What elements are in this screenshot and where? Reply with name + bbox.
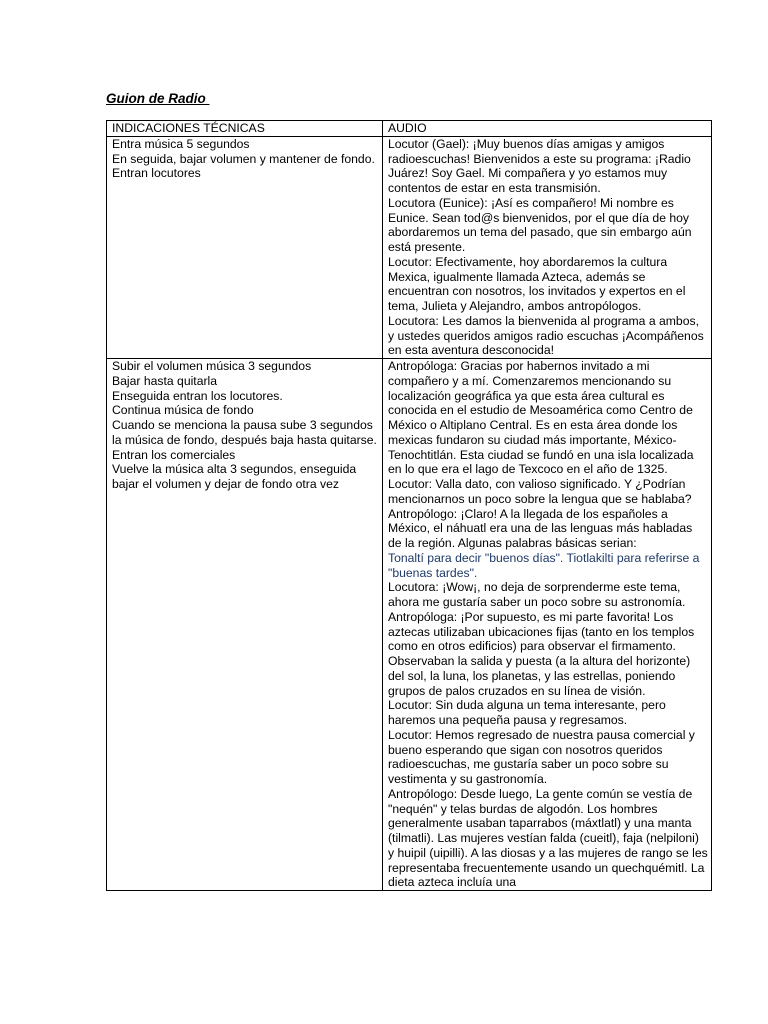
audio-line: Locutor: Hemos regresado de nuestra pausa comercial y bueno esperando que sigan con nosotros queridos radioescuchas, me gustaría saber un poco sobre su vestimenta y su gastronomía.	[388, 727, 695, 786]
audio-line: Locutora: Les damos la bienvenida al programa a ambos, y ustedes queridos amigos radio escuchas ¡Acompáñenos en esta aventura desconocida!	[388, 313, 704, 358]
technical-cell	[107, 136, 383, 358]
audio-line: Locutor: Efectivamente, hoy abordaremos la cultura Mexica, igualmente llamada Azteca, además se encuentran con nosotros, los invitados y expertos en el tema, Julieta y Alejandro, ambos antropólogos.	[388, 254, 686, 313]
audio-line-nahuatl-words: Tonaltí para decir "buenos días". Tiotlakilti para referirse a "buenas tardes".	[388, 550, 700, 580]
audio-cell	[383, 136, 712, 358]
technical-line: En seguida, bajar volumen y mantener de fondo.	[112, 151, 375, 166]
technical-line: Vuelve la música alta 3 segundos, enseguida bajar el volumen y dejar de fondo otra vez	[112, 462, 357, 491]
audio-cell	[383, 359, 712, 891]
header-audio: AUDIO	[383, 121, 712, 137]
header-technical: INDICACIONES TÉCNICAS	[107, 121, 383, 137]
audio-line: Antropólogo: ¡Claro! A la llegada de los españoles a México, el náhuatl era una de las lenguas más habladas de la región. Algunas palabras básicas serian:	[388, 506, 693, 550]
audio-line: Locutor (Gael): ¡Muy buenos días amigas y amigos radioescuchas! Bienvenidos a este su programa: ¡Radio Juárez! Soy Gael. Mi compañera y yo estamos muy contentos de estar en esta transmisión.	[388, 136, 691, 195]
script-table	[106, 120, 712, 891]
table-header-row	[107, 121, 712, 137]
technical-line: Continua música de fondo	[112, 403, 254, 418]
technical-line: Entran locutores	[112, 166, 201, 181]
audio-line: Antropóloga: Gracias por habernos invitado a mi compañero y a mí. Comenzaremos mencionando su localización geográfica ya que esta área cultural es conocida en el estudio de Mesoamérica como Centro de México o Altiplano Central. Es en esta área donde los mexicas fundaron su ciudad más importante, México-Tenochtitlán. Esta ciudad se fundó en una isla localizada en lo que era el lago de Texcoco en el año de 1325.	[388, 359, 694, 477]
audio-line: Locutor: Valla dato, con valioso significado. Y ¿Podrían mencionarnos un poco sobre la lengua que se hablaba?	[388, 477, 692, 506]
table-row	[107, 359, 712, 891]
table-row	[107, 136, 712, 358]
audio-line: Antropólogo: Desde luego, La gente común se vestía de "nequén" y telas burdas de algodón. Los hombres generalmente usaban taparrabos (máxtlatl) y una manta (tilmatli). Las mujeres vestían falda (cueitl), faja (nelpiloni) y huipil (uipilli). A las diosas y a las mujeres de rango se les representaba frecuentemente usando un quechquémitl. La dieta azteca incluía una	[388, 786, 708, 890]
technical-line: Entran los comerciales	[112, 447, 236, 462]
audio-line: Antropóloga: ¡Por supuesto, es mi parte favorita! Los aztecas utilizaban ubicaciones fijas (tanto en los templos como en otros edificios) para observar el firmamento. Observaban la salida y puesta (a la altura del horizonte) del sol, la luna, los planetas, y las estrellas, poniendo grupos de palos cruzados en su línea de visión.	[388, 609, 695, 698]
technical-cell	[107, 359, 383, 891]
audio-line: Locutora: ¡Wow¡, no deja de sorprenderme este tema, ahora me gustaría saber un poco sobre su astronomía.	[388, 580, 686, 609]
audio-line: Locutor: Sin duda alguna un tema interesante, pero haremos una pequeña pausa y regresamos.	[388, 698, 666, 727]
technical-line: Enseguida entran los locutores.	[112, 388, 283, 403]
technical-line: Cuando se menciona la pausa sube 3 segundos la música de fondo, después baja hasta quitarse.	[112, 418, 377, 447]
audio-line: Locutora (Eunice): ¡Así es compañero! Mi nombre es Eunice. Sean tod@s bienvenidos, por el que día de hoy abordaremos un tema del pasado, que sin embargo aún está presente.	[388, 195, 692, 254]
technical-line: Entra música 5 segundos	[112, 136, 250, 151]
technical-line: Bajar hasta quitarla	[112, 373, 218, 388]
page-title: Guion de Radio	[106, 91, 210, 106]
technical-line: Subir el volumen música 3 segundos	[112, 359, 312, 373]
